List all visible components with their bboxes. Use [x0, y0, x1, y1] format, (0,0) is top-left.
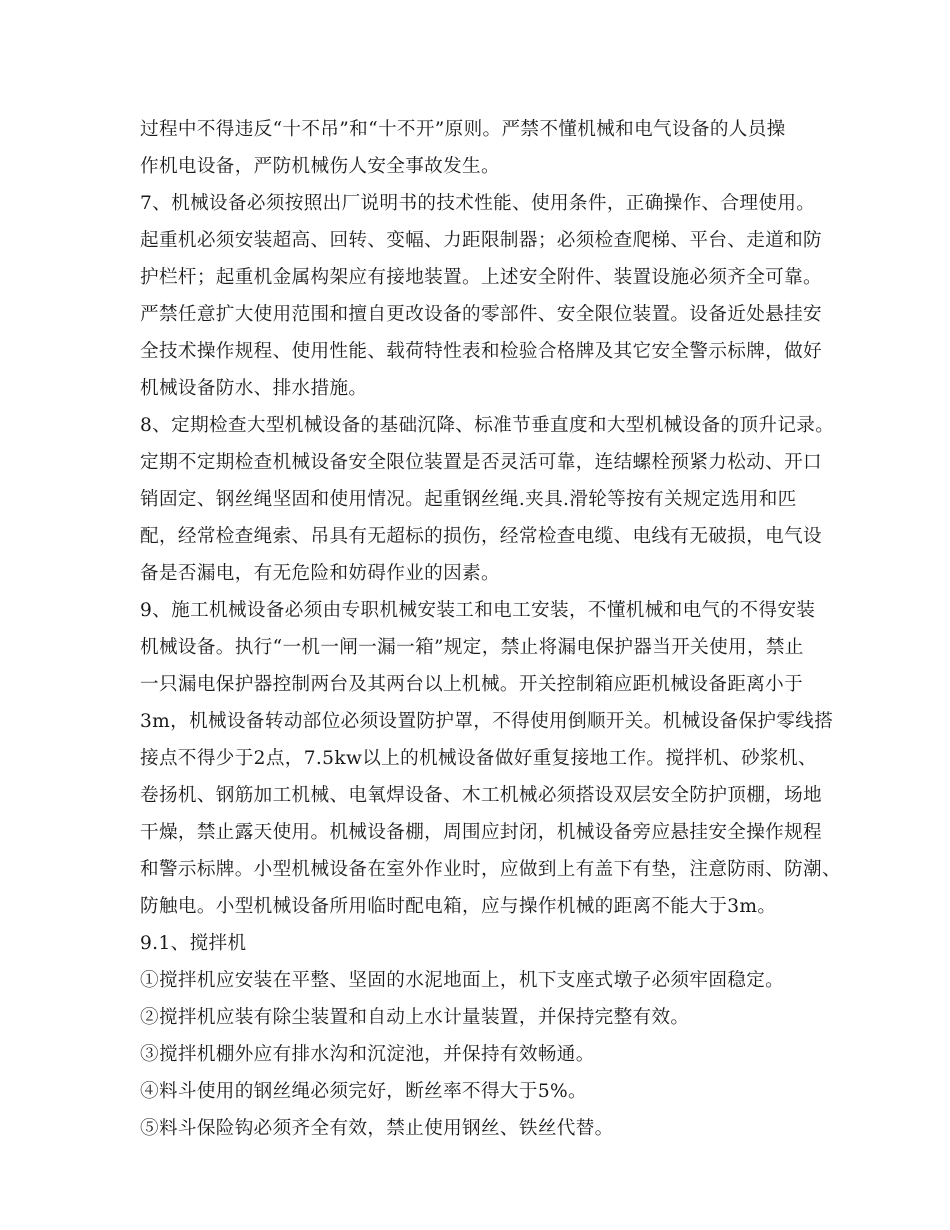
text-line: 一只漏电保护器控制两台及其两台以上机械。开关控制箱应距机械设备距离小于	[140, 674, 804, 695]
text-line: ②搅拌机应装有除尘装置和自动上水计量装置，并保持完整有效。	[140, 1007, 690, 1028]
text-line: ⑤料斗保险钩必须齐全有效，禁止使用钢丝、铁丝代替。	[140, 1118, 614, 1139]
text-line: 机械设备防水、排水措施。	[140, 378, 368, 399]
text-line: 8、定期检查大型机械设备的基础沉降、标准节垂直度和大型机械设备的顶升记录。	[140, 415, 835, 436]
text-line: 和警示标牌。小型机械设备在室外作业时，应做到上有盖下有垫，注意防雨、防潮、	[140, 859, 841, 880]
text-line: 7、机械设备必须按照出厂说明书的技术性能、使用条件，正确操作、合理使用。	[140, 193, 816, 214]
text-line: 作机电设备，严防机械伤人安全事故发生。	[140, 156, 500, 177]
text-line: 干燥，禁止露天使用。机械设备棚，周围应封闭，机械设备旁应悬挂安全操作规程	[140, 822, 822, 843]
text-line: 9、施工机械设备必须由专职机械安装工和电工安装，不懂机械和电气的不得安装	[140, 600, 816, 621]
text-line: 严禁任意扩大使用范围和擅自更改设备的零部件、安全限位装置。设备近处悬挂安	[140, 304, 822, 325]
text-line: 全技术操作规程、使用性能、载荷特性表和检验合格牌及其它安全警示标牌，做好	[140, 341, 822, 362]
text-line: 护栏杆；起重机金属构架应有接地装置。上述安全附件、装置设施必须齐全可靠。	[140, 267, 822, 288]
text-line: 机械设备。执行“一机一闸一漏一箱”规定，禁止将漏电保护器当开关使用，禁止	[140, 637, 804, 658]
text-line: 起重机必须安装超高、回转、变幅、力距限制器；必须检查爬梯、平台、走道和防	[140, 230, 822, 251]
text-line: 9.1、搅拌机	[140, 933, 247, 954]
text-line: 销固定、钢丝绳坚固和使用情况。起重钢丝绳.夹具.滑轮等按有关规定选用和匹	[140, 489, 797, 510]
text-line: 定期不定期检查机械设备安全限位装置是否灵活可靠，连结螺栓预紧力松动、开口	[140, 452, 822, 473]
text-line: ③搅拌机棚外应有排水沟和沉淀池，并保持有效畅通。	[140, 1044, 595, 1065]
text-line: 接点不得少于2点，7.5kw以上的机械设备做好重复接地工作。搅拌机、砂浆机、	[140, 748, 817, 769]
text-line: 备是否漏电，有无危险和妨碍作业的因素。	[140, 563, 500, 584]
text-line: ①搅拌机应安装在平整、坚固的水泥地面上，机下支座式墩子必须牢固稳定。	[140, 970, 785, 991]
text-line: 防触电。小型机械设备所用临时配电箱，应与操作机械的距离不能大于3m。	[140, 896, 777, 917]
text-line: 过程中不得违反“十不吊”和“十不开”原则。严禁不懂机械和电气设备的人员操	[140, 119, 786, 140]
text-line: 3m，机械设备转动部位必须设置防护罩，不得使用倒顺开关。机械设备保护零线搭	[140, 711, 834, 732]
text-line: 卷扬机、钢筋加工机械、电氧焊设备、木工机械必须搭设双层安全防护顶棚，场地	[140, 785, 822, 806]
body-text	[140, 111, 840, 1147]
text-line: ④料斗使用的钢丝绳必须完好，断丝率不得大于5%。	[140, 1081, 587, 1102]
text-line: 配，经常检查绳索、吊具有无超标的损伤，经常检查电缆、电线有无破损，电气设	[140, 526, 822, 547]
